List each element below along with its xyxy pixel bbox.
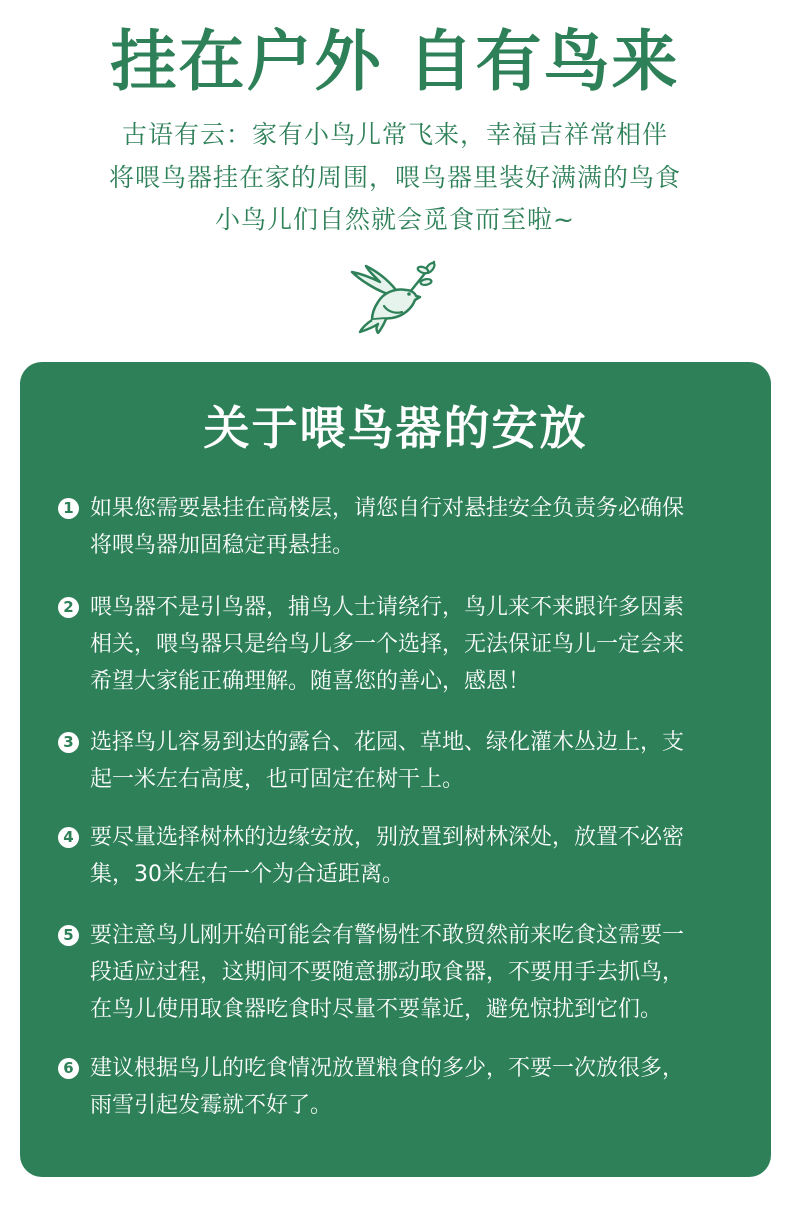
subtitle-line: 小鸟儿们自然就会觅食而至啦~	[215, 205, 575, 234]
tip-text: 选择鸟儿容易到达的露台、花园、草地、绿化灌木丛边上，支	[90, 730, 685, 755]
tip-item	[58, 490, 738, 564]
placement-tips-panel	[20, 362, 771, 1177]
number-badge: 4	[58, 827, 79, 848]
tip-text: 起一米左右高度，也可固定在树干上。	[90, 767, 465, 792]
tip-item	[58, 1050, 738, 1124]
panel-title: 关于喂鸟器的安放	[203, 401, 588, 455]
tip-text: 将喂鸟器加固稳定再悬挂。	[90, 533, 355, 558]
tip-text: 段适应过程，这期间不要随意挪动取食器，不要用手去抓鸟，	[90, 960, 685, 985]
tip-text: 如果您需要悬挂在高楼层，请您自行对悬挂安全负责务必确保	[90, 496, 685, 521]
number-badge: 2	[58, 597, 79, 618]
tip-text: 喂鸟器不是引鸟器，捕鸟人士请绕行，鸟儿来不来跟许多因素	[90, 595, 685, 620]
tip-text: 建议根据鸟儿的吃食情况放置粮食的多少，不要一次放很多，	[90, 1056, 685, 1081]
number-badge: 3	[58, 732, 79, 753]
dove-icon	[348, 258, 440, 334]
tip-text: 集，30米左右一个为合适距离。	[90, 862, 404, 887]
tip-text: 在鸟儿使用取食器吃食时尽量不要靠近，避免惊扰到它们。	[90, 997, 663, 1022]
tip-text: 要注意鸟儿刚开始可能会有警惕性不敢贸然前来吃食这需要一	[90, 923, 685, 948]
tip-item	[58, 589, 738, 700]
number-badge: 5	[58, 925, 79, 946]
tip-item	[58, 819, 738, 893]
subtitle-line: 将喂鸟器挂在家的周围，喂鸟器里装好满满的鸟食	[108, 163, 681, 192]
tip-text: 希望大家能正确理解。随喜您的善心，感恩！	[90, 669, 531, 694]
tip-item	[58, 724, 738, 798]
tip-text: 相关，喂鸟器只是给鸟儿多一个选择，无法保证鸟儿一定会来	[90, 632, 685, 657]
number-badge: 1	[58, 498, 79, 519]
subtitle-line: 古语有云：家有小鸟儿常飞来，幸福吉祥常相伴	[121, 120, 668, 149]
tip-text: 雨雪引起发霉就不好了。	[90, 1093, 333, 1118]
tip-item	[58, 917, 738, 1028]
tip-text: 要尽量选择树林的边缘安放，别放置到树林深处，放置不必密	[90, 825, 685, 850]
page-title: 挂在户外 自有鸟来	[110, 23, 680, 100]
number-badge: 6	[58, 1058, 79, 1079]
